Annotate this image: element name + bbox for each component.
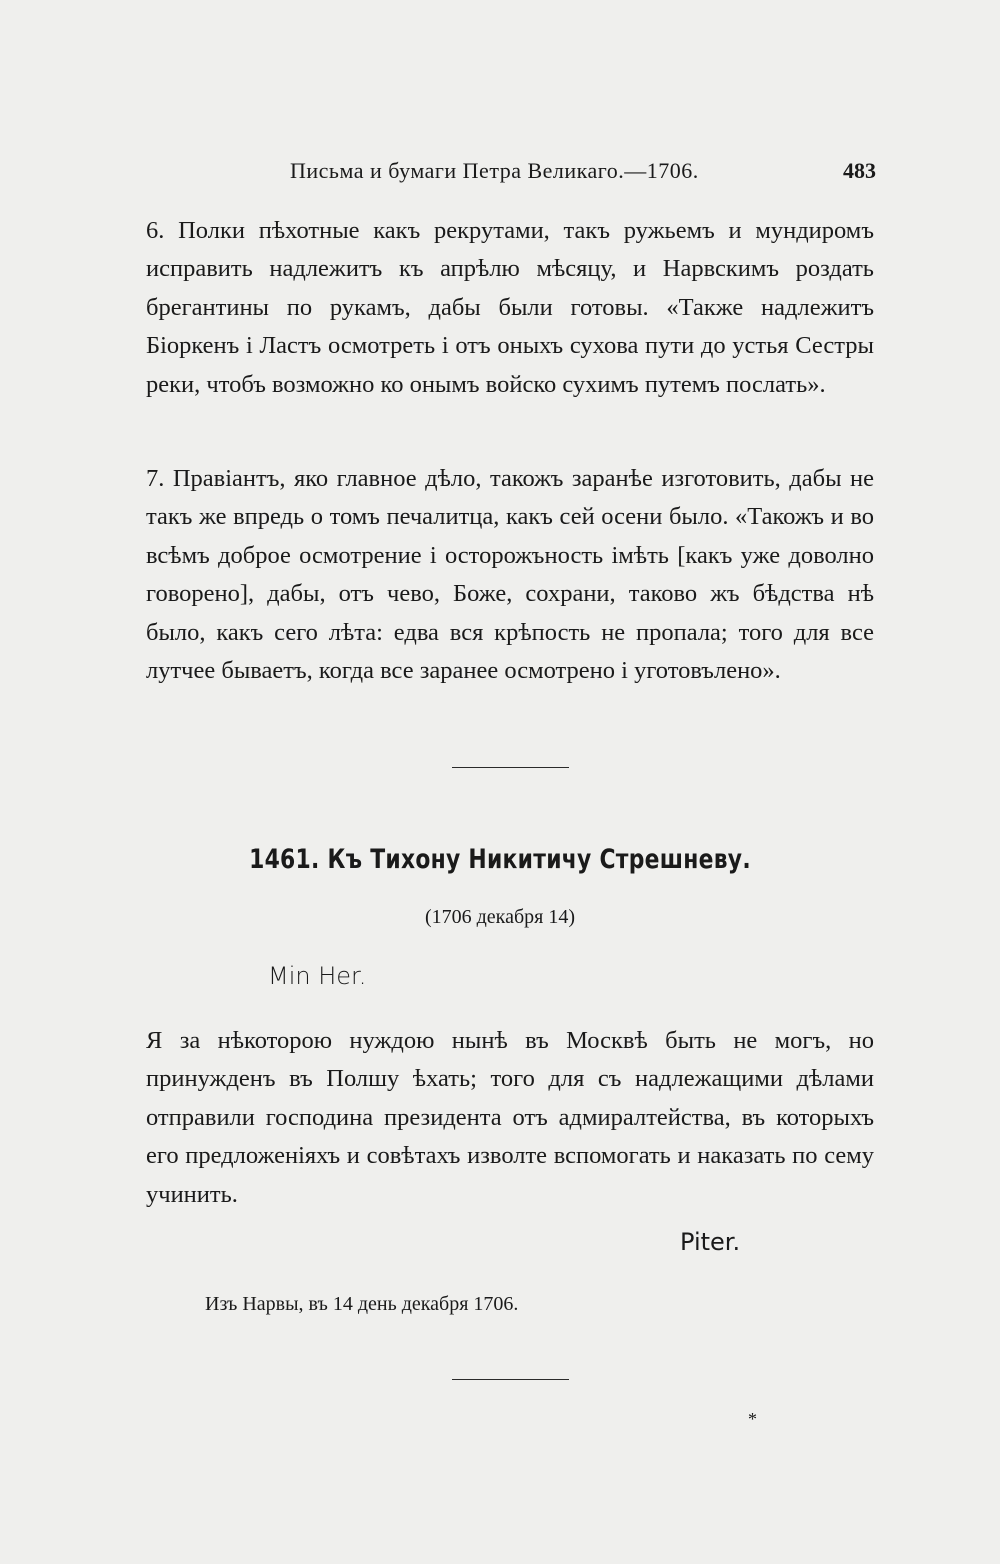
letter-signature: Piter. [680,1228,741,1256]
running-header [290,158,880,192]
paragraph-6: 6. Полки пѣхотные какъ рекрутами, такъ ружьемъ и мундиромъ исправить надлежитъ къ апрѣлю мѣсяцу, и Нарвскимъ роздать брегантины по рукамъ, дабы были готовы. «Также надлежитъ Біоркенъ і Ластъ осмотреть і отъ оныхъ сухова пути до устья Сестры реки, чтобъ возможно ко онымъ войско сухимъ путемъ послать». [146,217,874,398]
running-title: Письма и бумаги Петра Великаго.—1706. [290,158,699,183]
letter-date: (1706 декабря 14) [424,906,576,928]
letter-place-date: Изъ Нарвы, въ 14 день декабря 1706. [205,1293,519,1315]
printer-mark: * [748,1409,757,1429]
letter-title: 1461. Къ Тихону Никитичу Стрешневу. [249,844,751,875]
page-number: 483 [843,158,876,183]
closing-divider [452,1379,569,1380]
letter-salutation: Min Her. [268,962,367,990]
letter-body: Я за нѣкоторою нуждою нынѣ въ Москвѣ быть не могъ, но принужденъ въ Полшу ѣхать; того для съ надлежащими дѣлами отправили господина президента отъ адмиралтейства, въ которыхъ его предложеніяхъ и совѣтахъ изволте вспомогать и наказать по сему учинить. [146,1027,874,1208]
paragraph-7: 7. Правіантъ, яко главное дѣло, такожъ заранѣе изготовить, дабы не такъ же впредь о томъ печалитца, какъ сей осени было. «Такожъ и во всѣмъ доброе осмотрение і осторожъность імѣть [какъ уже доволно говорено], дабы, отъ чево, Боже, сохрани, таково жъ бѣдства нѣ было, какъ сего лѣта: едва вся крѣпость не пропала; того для все лутчее бываетъ, когда все заранее осмотрено і уготовълено». [146,465,874,685]
section-divider [452,767,569,768]
